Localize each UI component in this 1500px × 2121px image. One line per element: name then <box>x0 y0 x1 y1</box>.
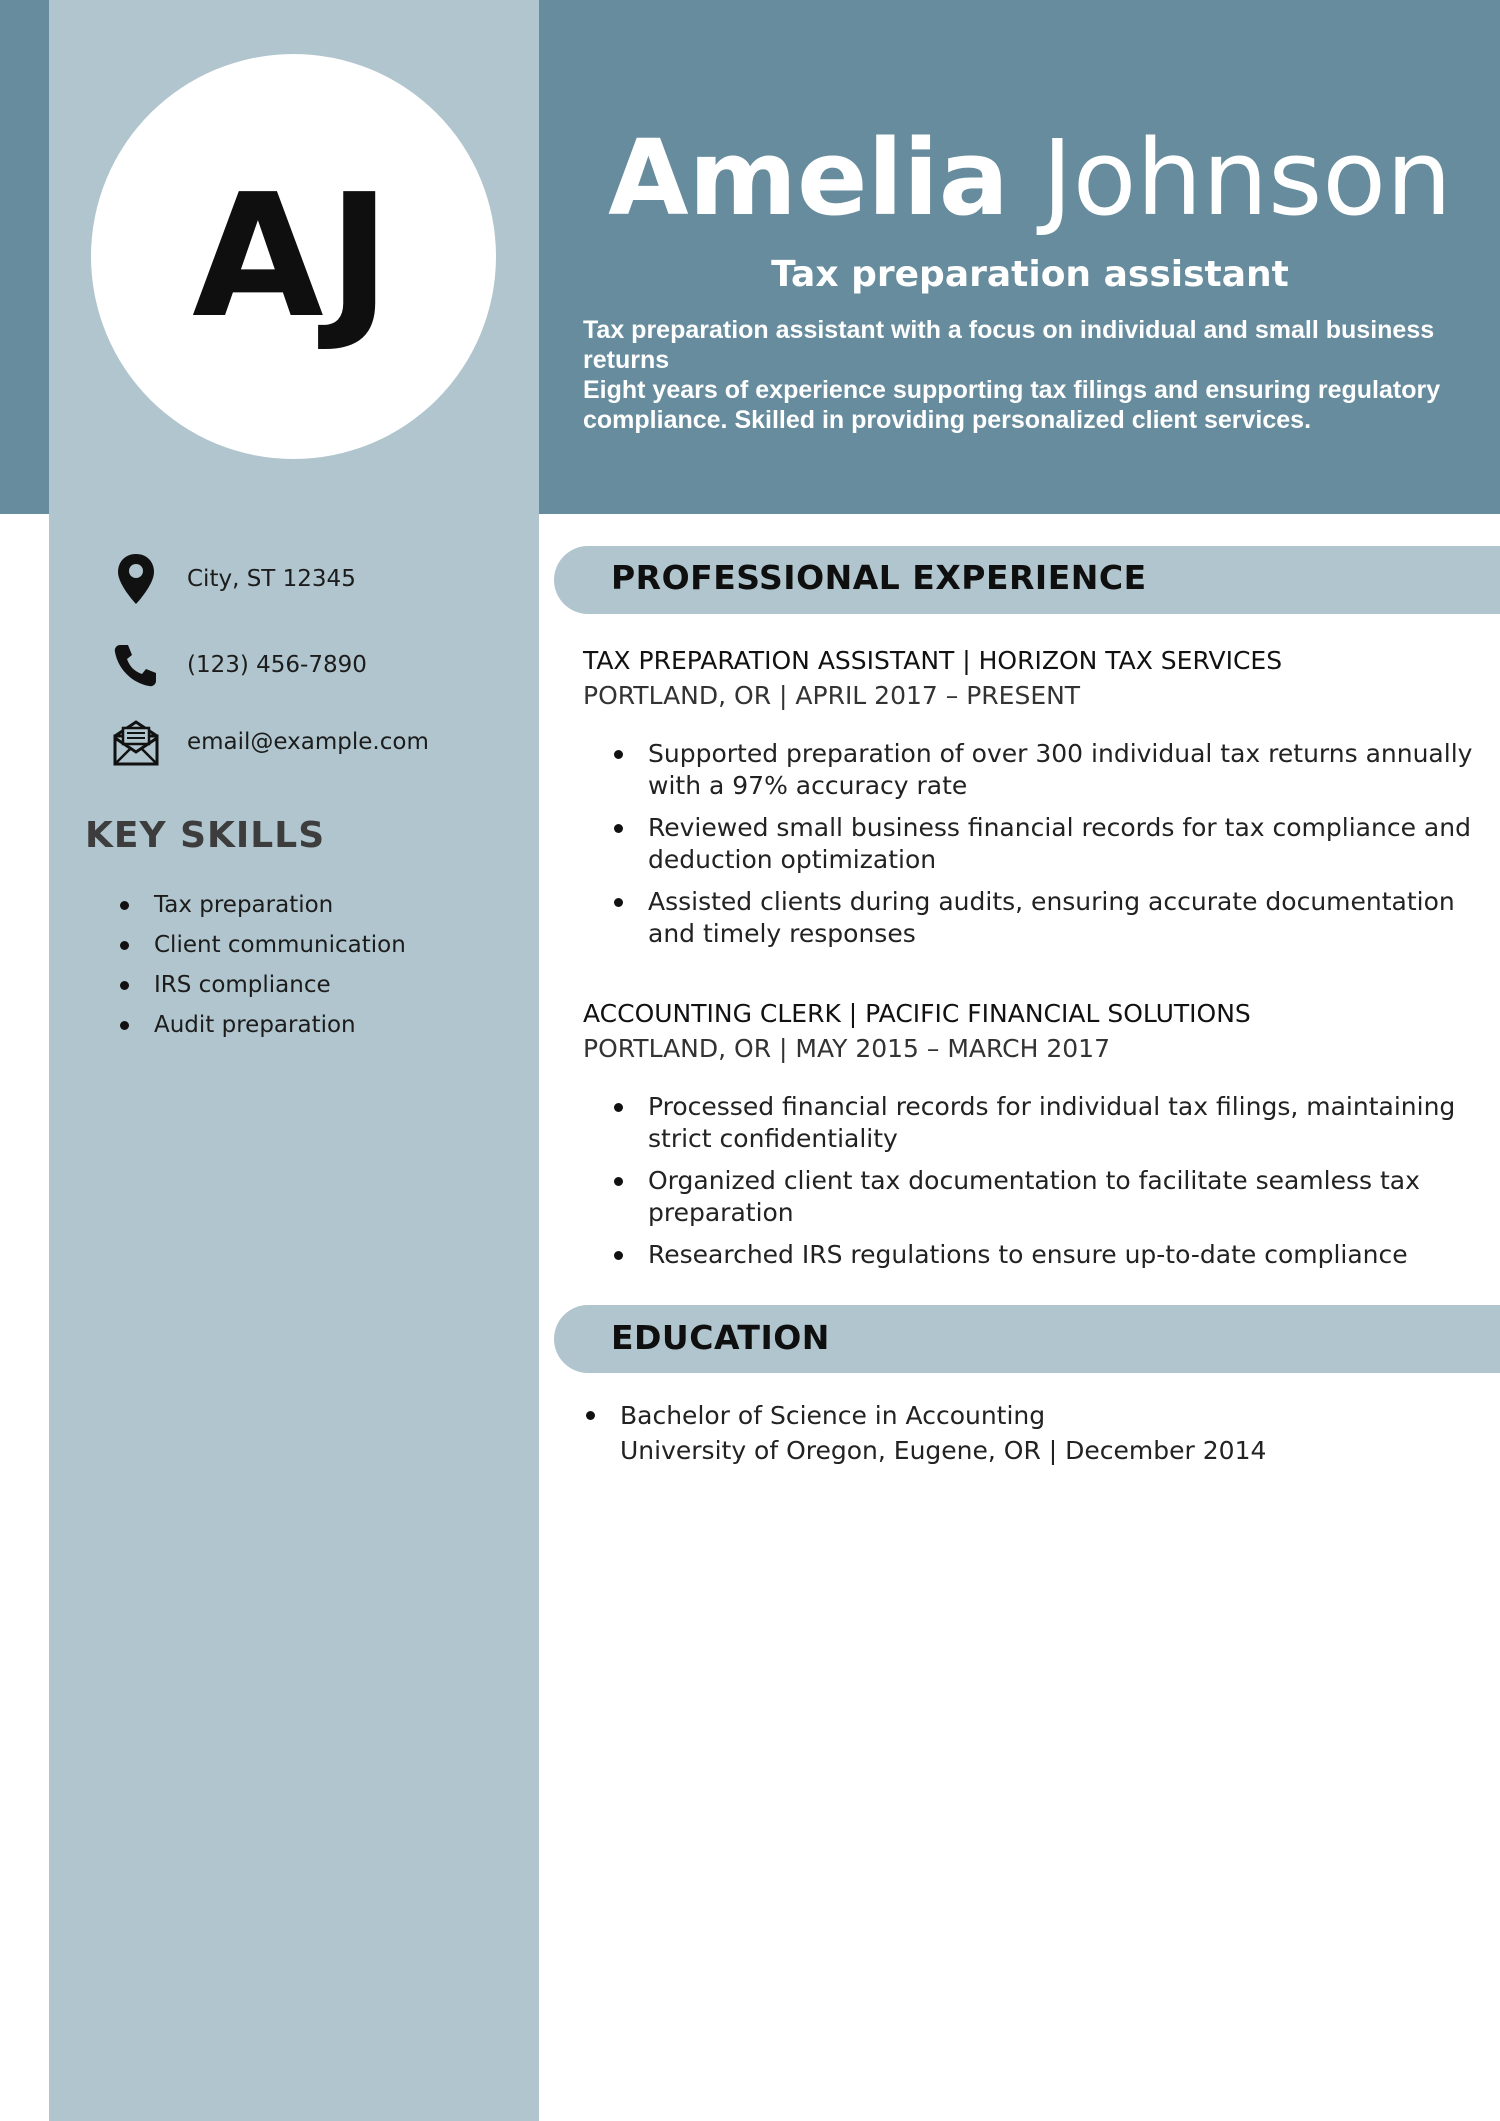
job-meta: PORTLAND, OR | MAY 2015 – MARCH 2017 <box>583 1034 1110 1063</box>
job-bullet: Supported preparation of over 300 individual tax returns annually with a 97% accuracy rate <box>612 738 1492 802</box>
phone-text: (123) 456-7890 <box>187 652 367 678</box>
candidate-name <box>560 118 1500 238</box>
envelope-icon <box>112 716 160 768</box>
contact-email <box>112 716 429 768</box>
education-item <box>584 1398 1484 1468</box>
first-name: Amelia <box>608 117 1009 239</box>
monogram: AJ <box>192 157 395 356</box>
job-meta: PORTLAND, OR | APRIL 2017 – PRESENT <box>583 681 1081 710</box>
education-list <box>584 1398 1484 1468</box>
summary-line: Tax preparation assistant with a focus on individual and small business returns <box>583 316 1435 374</box>
job-bullet: Assisted clients during audits, ensuring accurate documentation and timely responses <box>612 886 1492 950</box>
skill-item: Audit preparation <box>118 1005 406 1045</box>
summary-line: Eight years of experience supporting tax filings and ensuring regulatory compliance. Skilled in providing personalized client services. <box>583 376 1441 434</box>
skill-item: IRS compliance <box>118 965 406 1005</box>
job-heading: ACCOUNTING CLERK | PACIFIC FINANCIAL SOLUTIONS <box>583 999 1251 1028</box>
skill-item: Client communication <box>118 925 406 965</box>
school: University of Oregon, Eugene, OR | December 2014 <box>620 1436 1267 1465</box>
job-bullet: Processed financial records for individual tax filings, maintaining strict confidentiality <box>612 1091 1492 1155</box>
job-title: Tax preparation assistant <box>771 254 1289 295</box>
address-text: City, ST 12345 <box>187 566 356 592</box>
job-bullets <box>612 1091 1492 1281</box>
skills-list <box>118 885 406 1045</box>
contact-phone <box>112 639 367 691</box>
email-text: email@example.com <box>187 729 429 755</box>
education-title: EDUCATION <box>611 1318 830 1357</box>
location-pin-icon <box>112 553 160 605</box>
summary <box>583 315 1483 435</box>
contact-address <box>112 553 356 605</box>
degree: Bachelor of Science in Accounting <box>620 1401 1046 1430</box>
job-bullet: Organized client tax documentation to facilitate seamless tax preparation <box>612 1165 1492 1229</box>
skills-title: KEY SKILLS <box>85 815 326 856</box>
monogram-circle <box>91 54 496 459</box>
skill-item: Tax preparation <box>118 885 406 925</box>
job-bullet: Researched IRS regulations to ensure up-to-date compliance <box>612 1239 1492 1271</box>
last-name: Johnson <box>1042 117 1452 239</box>
experience-title: PROFESSIONAL EXPERIENCE <box>611 558 1147 597</box>
job-bullets <box>612 738 1492 960</box>
job-bullet: Reviewed small business financial records for tax compliance and deduction optimization <box>612 812 1492 876</box>
job-heading: TAX PREPARATION ASSISTANT | HORIZON TAX SERVICES <box>583 646 1283 675</box>
phone-icon <box>112 639 160 691</box>
